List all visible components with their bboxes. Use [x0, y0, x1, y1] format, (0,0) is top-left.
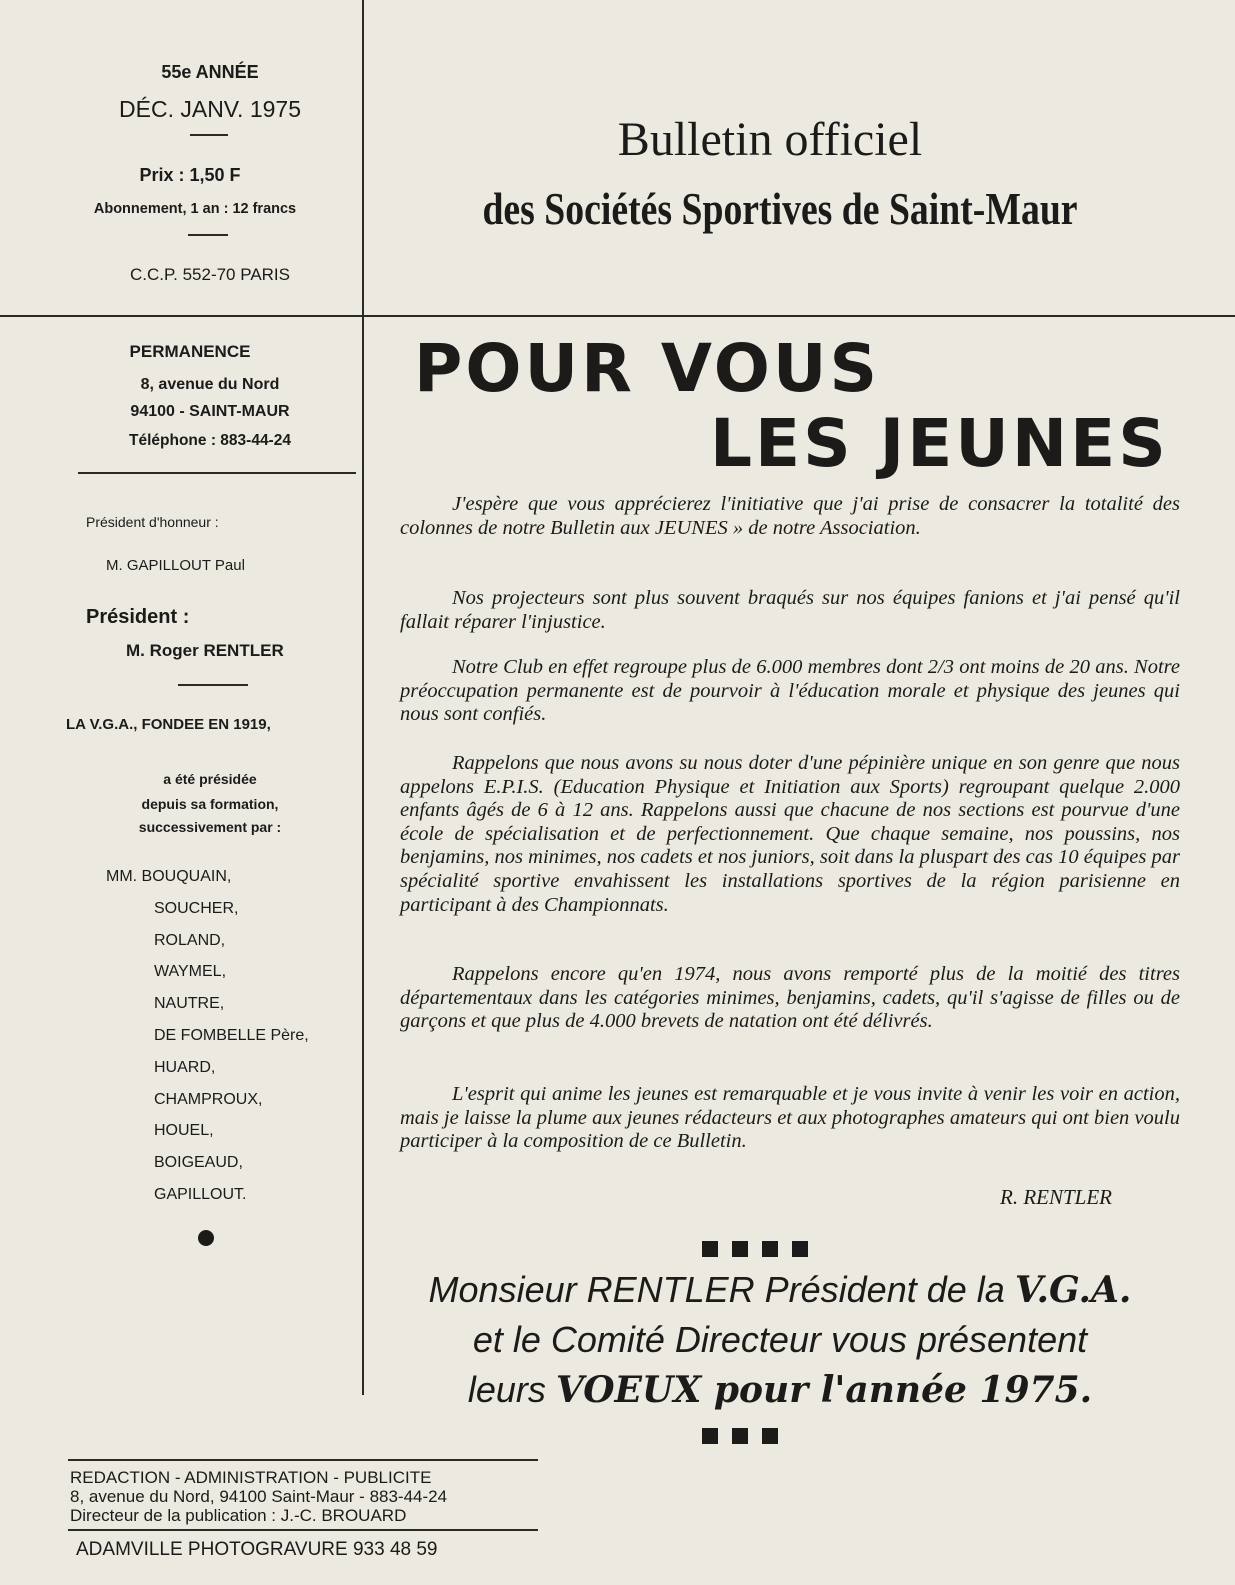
- decorative-squares: [702, 1241, 808, 1257]
- bulletin-subtitle: des Sociétés Sportives de Saint-Maur: [482, 183, 1078, 234]
- year-label: 55e ANNÉE: [161, 62, 259, 82]
- president-entry: NAUTRE,: [154, 995, 225, 1013]
- president-name: M. Roger RENTLER: [126, 641, 284, 660]
- column-divider: [362, 0, 364, 1395]
- honorary-president-label: Président d'honneur :: [86, 514, 219, 530]
- footer-rule: [68, 1459, 538, 1461]
- rule: [188, 234, 228, 236]
- permanence-title: PERMANENCE: [129, 342, 251, 361]
- president-entry: DE FOMBELLE Père,: [154, 1026, 309, 1044]
- article-paragraph: L'esprit qui anime les jeunes est remarquable et je vous invite à venir les voir en action, mais je laisse la plume aux jeunes rédacteurs et aux photographes amateurs qui ont bien voulu participer à la composition de ce Bulletin.: [400, 1083, 1180, 1153]
- president-entry: WAYMEL,: [154, 963, 227, 981]
- president-label: Président :: [86, 606, 190, 628]
- article-paragraph: Rappelons encore qu'en 1974, nous avons remporté plus de la moitié des titres départementaux dans les catégories minimes, benjamins, cadets, qu'il s'agisse de filles ou de garçons et que plus de 4.000 brevets de natation ont été délivrés.: [400, 963, 1180, 1033]
- article-paragraph: Rappelons que nous avons su nous doter d'une pépinière unique en son genre que nous appelons E.P.I.S. (Education Physique et Initiation aux Sports) regroupant quelque 2.000 enfants âgés de 6 à 12 ans. Rappelons aussi que chacune de nos sections est pourvue d'une école de spécialisation et de perfectionnement. Que chaque semaine, nos poussins, nos benjamins, nos minimes, nos cadets et nos juniors, soit dans la pluspart des cas 10 équipes par spécialité sportive envahissent les installations sportives de la région parisienne en participant à des Championnats.: [400, 752, 1180, 916]
- presided-text: successivement par :: [138, 819, 282, 835]
- rule: [190, 134, 228, 136]
- footer-line: REDACTION - ADMINISTRATION - PUBLICITE: [70, 1468, 432, 1487]
- article-paragraph: Notre Club en effet regroupe plus de 6.000 membres dont 2/3 ont moins de 20 ans. Notre préoccupation permanente est de pourvoir à l'éducation morale et physique des jeunes qui nous sont confiés.: [400, 656, 1180, 726]
- headline-line1: POUR VOUS: [414, 330, 881, 407]
- headline-line2: LES JEUNES: [710, 405, 1169, 482]
- decorative-squares: [702, 1428, 778, 1444]
- issue-date: DÉC. JANV. 1975: [119, 96, 301, 122]
- president-entry: GAPILLOUT.: [154, 1185, 247, 1203]
- bulletin-title: Bulletin officiel: [617, 113, 923, 166]
- honorary-president-name: M. GAPILLOUT Paul: [106, 557, 245, 574]
- presided-text: depuis sa formation,: [141, 796, 279, 812]
- president-entry: ROLAND,: [154, 931, 226, 949]
- phone-number: Téléphone : 883-44-24: [129, 432, 291, 449]
- signature: R. RENTLER: [1000, 1185, 1113, 1209]
- president-entry: HUARD,: [154, 1058, 216, 1076]
- header-divider: [0, 315, 1235, 317]
- article-paragraph: Nos projecteurs sont plus souvent braqués sur nos équipes fanions et j'ai pensé qu'il fallait réparer l'injustice.: [400, 587, 1180, 633]
- address-line: 94100 - SAINT-MAUR: [130, 403, 290, 420]
- price: Prix : 1,50 F: [139, 165, 241, 185]
- president-entry: CHAMPROUX,: [154, 1090, 263, 1108]
- founded-text: LA V.G.A., FONDEE EN 1919,: [66, 716, 271, 733]
- greeting-line3: leurs VOEUX pour l'année 1975.: [467, 1369, 1093, 1411]
- footer-line: Directeur de la publication : J.-C. BROUARD: [70, 1506, 407, 1525]
- president-entry: SOUCHER,: [154, 899, 239, 917]
- article-paragraph: J'espère que vous apprécierez l'initiative que j'ai prise de consacrer la totalité des colonnes de notre Bulletin aux JEUNES » de notre Association.: [400, 493, 1180, 539]
- footer-rule: [68, 1529, 538, 1531]
- bullet-dot: [198, 1230, 214, 1246]
- presidents-list: [106, 861, 309, 1211]
- printer-credit: ADAMVILLE PHOTOGRAVURE 933 48 59: [76, 1539, 438, 1560]
- rule: [178, 684, 248, 686]
- president-entry: BOIGEAUD,: [154, 1154, 243, 1172]
- president-entry: HOUEL,: [154, 1122, 214, 1140]
- rule: [78, 472, 356, 474]
- ccp-number: C.C.P. 552-70 PARIS: [129, 265, 290, 284]
- subscription: Abonnement, 1 an : 12 francs: [93, 201, 297, 217]
- greeting-line2: et le Comité Directeur vous présentent: [472, 1319, 1088, 1360]
- footer-line: 8, avenue du Nord, 94100 Saint-Maur - 883-44-24: [70, 1487, 448, 1506]
- president-entry: MM. BOUQUAIN,: [106, 868, 232, 885]
- greeting-line1: Monsieur RENTLER Président de la V.G.A.: [428, 1269, 1132, 1311]
- presided-text: a été présidée: [163, 771, 257, 787]
- address-line: 8, avenue du Nord: [140, 376, 280, 393]
